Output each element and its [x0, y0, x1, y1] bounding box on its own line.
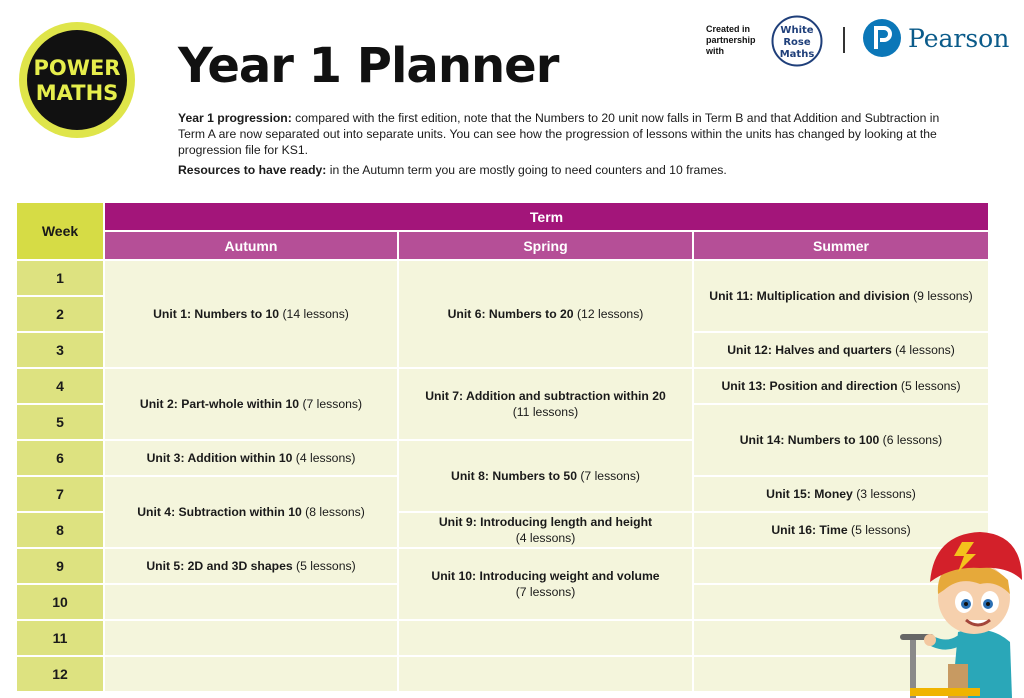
spring-empty-12	[399, 657, 692, 691]
intro-text	[178, 110, 958, 182]
scooter-mascot-illustration	[900, 524, 1024, 698]
spring-unit-10: Unit 10: Introducing weight and volume (7 lessons)	[399, 549, 692, 619]
svg-text:White: White	[780, 25, 814, 36]
resources-paragraph: Resources to have ready: in the Autumn term you are mostly going to need counters and 10 frames.	[178, 163, 727, 177]
spring-unit-7: Unit 7: Addition and subtraction within 20 (11 lessons)	[399, 369, 692, 439]
week-2: 2	[17, 297, 103, 331]
week-6: 6	[17, 441, 103, 475]
week-9: 9	[17, 549, 103, 583]
spring-header: Spring	[399, 232, 692, 259]
spring-unit-8: Unit 8: Numbers to 50 (7 lessons)	[399, 441, 692, 511]
week-header: Week	[17, 203, 103, 259]
autumn-empty-11	[105, 621, 397, 655]
week-4: 4	[17, 369, 103, 403]
week-3: 3	[17, 333, 103, 367]
partnership-note: Created in partnership with	[706, 24, 756, 56]
autumn-empty-10	[105, 585, 397, 619]
week-7: 7	[17, 477, 103, 511]
autumn-unit-4: Unit 4: Subtraction within 10 (8 lessons)	[105, 477, 397, 547]
svg-text:POWER: POWER	[33, 56, 121, 80]
white-rose-maths-logo	[771, 15, 823, 67]
summer-unit-12: Unit 12: Halves and quarters (4 lessons)	[694, 333, 988, 367]
autumn-unit-1: Unit 1: Numbers to 10 (14 lessons)	[105, 261, 397, 367]
svg-text:MATHS: MATHS	[35, 81, 119, 105]
spring-unit-6: Unit 6: Numbers to 20 (12 lessons)	[399, 261, 692, 367]
summer-unit-16: Unit 16: Time (5 lessons)	[694, 513, 988, 547]
power-maths-logo	[17, 20, 137, 140]
autumn-header: Autumn	[105, 232, 397, 259]
svg-text:Rose: Rose	[783, 37, 811, 48]
autumn-unit-3: Unit 3: Addition within 10 (4 lessons)	[105, 441, 397, 475]
pearson-icon	[862, 18, 902, 58]
week-11: 11	[17, 621, 103, 655]
week-8: 8	[17, 513, 103, 547]
spring-empty-11	[399, 621, 692, 655]
term-header: Term	[105, 203, 988, 230]
summer-unit-13: Unit 13: Position and direction (5 lessons)	[694, 369, 988, 403]
page-title: Year 1 Planner	[178, 38, 559, 94]
autumn-unit-5: Unit 5: 2D and 3D shapes (5 lessons)	[105, 549, 397, 583]
progression-paragraph: Year 1 progression: compared with the first edition, note that the Numbers to 20 unit now falls in Term B and that Addition and Subtraction in Term A are now separated out into separate units. You can see how the progression of lessons within the units has changed by looking at the progression file for KS1.	[178, 111, 940, 157]
summer-header: Summer	[694, 232, 988, 259]
pearson-wordmark: Pearson	[908, 24, 1010, 53]
summer-unit-15: Unit 15: Money (3 lessons)	[694, 477, 988, 511]
week-10: 10	[17, 585, 103, 619]
svg-text:Maths: Maths	[779, 49, 815, 60]
week-1: 1	[17, 261, 103, 295]
autumn-empty-12	[105, 657, 397, 691]
autumn-unit-2: Unit 2: Part-whole within 10 (7 lessons)	[105, 369, 397, 439]
week-12: 12	[17, 657, 103, 691]
week-5: 5	[17, 405, 103, 439]
logo-divider	[843, 27, 845, 53]
summer-unit-14: Unit 14: Numbers to 100 (6 lessons)	[694, 405, 988, 475]
spring-unit-9: Unit 9: Introducing length and height (4 lessons)	[399, 513, 692, 547]
summer-unit-11: Unit 11: Multiplication and division (9 lessons)	[694, 261, 988, 331]
